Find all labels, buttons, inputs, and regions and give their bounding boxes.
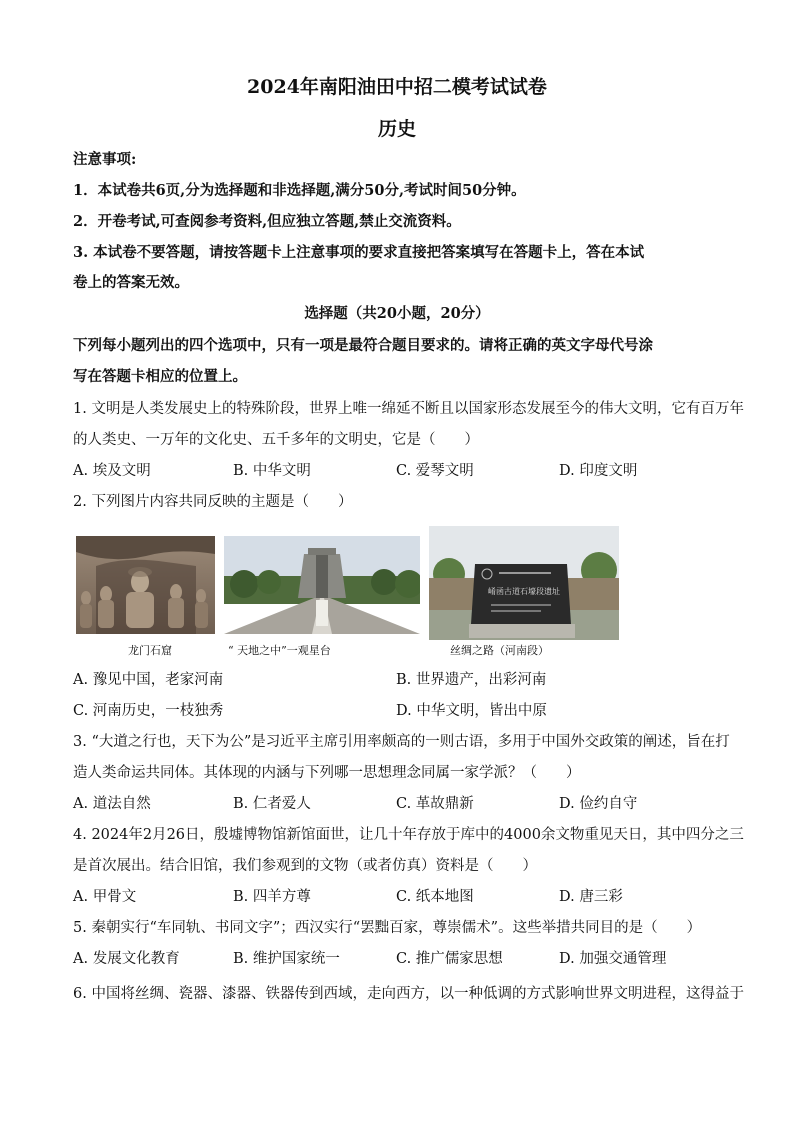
option-b[interactable]: B. 仁者爱人 [233, 796, 311, 812]
question-5-text: 5. 秦朝实行“车同轨、书同文字”；西汉实行“罢黜百家，尊崇儒术”。这些举措共同目的是（ ） [73, 920, 702, 936]
option-a[interactable]: A. 埃及文明 [73, 463, 151, 479]
section-instruction: 下列每小题列出的四个选项中，只有一项是最符合题目要求的。请将正确的英文字母代号涂 [73, 337, 653, 354]
option-a[interactable]: A. 发展文化教育 [73, 951, 180, 967]
caption-silk-road: 丝绸之路（河南段） [450, 644, 549, 657]
stele-inscription: 崤函古道石壕段遗址 [488, 587, 560, 596]
option-b[interactable]: B. 维护国家统一 [233, 951, 340, 967]
option-b[interactable]: B. 四羊方尊 [233, 889, 311, 905]
option-c[interactable]: C. 推广儒家思想 [396, 951, 503, 967]
exam-title: 2024年南阳油田中招二模考试试卷 [247, 76, 547, 98]
question-6-text: 6. 中国将丝绸、瓷器、漆器、铁器传到西域，走向西方，以一种低调的方式影响世界文明进程，这得益于 [73, 986, 744, 1002]
question-3-text: 造人类命运共同体。其体现的内涵与下列哪一思想理念同属一家学派？（ ） [73, 765, 581, 781]
option-b[interactable]: B. 中华文明 [233, 463, 311, 479]
section-title: 选择题（共20小题，20分） [304, 305, 490, 322]
subject-title: 历史 [377, 118, 416, 140]
note-item: 卷上的答案无效。 [73, 274, 189, 291]
caption-longmen: 龙门石窟 [128, 644, 172, 657]
option-d[interactable]: D. 加强交通管理 [559, 951, 667, 967]
option-a[interactable]: A. 甲骨文 [73, 889, 137, 905]
note-item: 3. 本试卷不要答题，请按答题卡上注意事项的要求直接把答案填写在答题卡上，答在本试 [73, 244, 645, 261]
option-c[interactable]: C. 纸本地图 [396, 889, 474, 905]
option-d[interactable]: D. 印度文明 [559, 463, 638, 479]
option-d[interactable]: D. 俭约自守 [559, 796, 638, 812]
option-c[interactable]: C. 革故鼎新 [396, 796, 474, 812]
caption-observatory: “ 天地之中”一观星台 [228, 644, 331, 657]
notes-heading: 注意事项: [73, 151, 137, 168]
question-4-text: 4. 2024年2月26日，殷墟博物馆新馆面世，让几十年存放于库中的4000余文物重见天日，其中四分之三 [73, 827, 744, 843]
observatory-image [224, 536, 420, 634]
option-d[interactable]: D. 中华文明，皆出中原 [396, 703, 547, 719]
note-item: 1．本试卷共6页,分为选择题和非选择题,满分50分,考试时间50分钟。 [73, 182, 526, 199]
option-b[interactable]: B. 世界遗产，出彩河南 [396, 672, 547, 688]
silk-road-stele-image [429, 526, 619, 640]
option-a[interactable]: A. 豫见中国，老家河南 [73, 672, 224, 688]
section-instruction: 写在答题卡相应的位置上。 [73, 368, 247, 385]
option-c[interactable]: C. 河南历史，一枝独秀 [73, 703, 224, 719]
longmen-grottoes-image [76, 536, 215, 634]
option-c[interactable]: C. 爱琴文明 [396, 463, 474, 479]
note-item: 2．开卷考试,可查阅参考资料,但应独立答题,禁止交流资料。 [73, 213, 461, 230]
question-2-text: 2. 下列图片内容共同反映的主题是（ ） [73, 494, 353, 510]
question-1-text: 的人类史、一万年的文化史、五千多年的文明史，它是（ ） [73, 432, 479, 448]
question-1-text: 1. 文明是人类发展史上的特殊阶段，世界上唯一绵延不断且以国家形态发展至今的伟大文明，它有百万年 [73, 401, 744, 417]
question-4-text: 是首次展出。结合旧馆，我们参观到的文物（或者仿真）资料是（ ） [73, 858, 537, 874]
question-3-text: 3. “大道之行也，天下为公”是习近平主席引用率颇高的一则古语，多用于中国外交政策的阐述，旨在打 [73, 734, 730, 750]
option-d[interactable]: D. 唐三彩 [559, 889, 623, 905]
option-a[interactable]: A. 道法自然 [73, 796, 151, 812]
